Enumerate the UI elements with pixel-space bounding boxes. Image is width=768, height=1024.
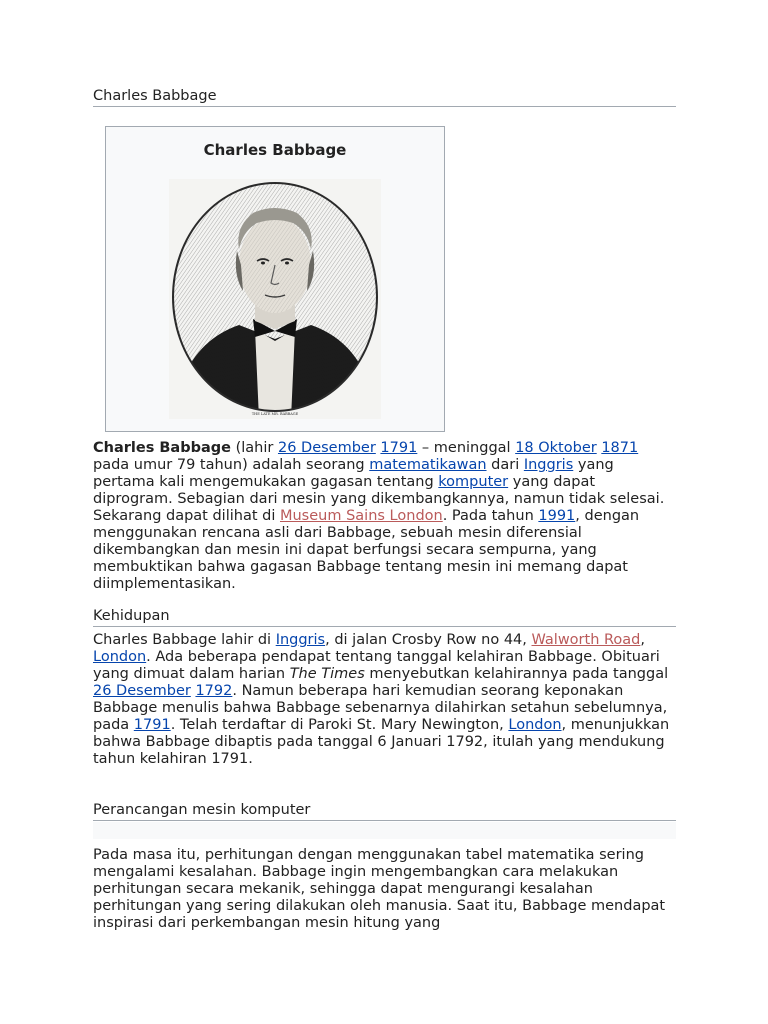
link-birth-year[interactable]: 1791 xyxy=(380,440,418,456)
link-walworth-road[interactable]: Walworth Road xyxy=(531,632,641,648)
link-birth-date[interactable]: 26 Desember xyxy=(277,440,376,456)
text: dari xyxy=(486,457,524,473)
text: , menunjukkan bahwa Babbage dibaptis pada tanggal 6 Januari 1792, itulah yang mendukung tahun kelahiran 1791. xyxy=(93,717,670,767)
link-profession[interactable]: matematikawan xyxy=(369,457,487,473)
infobox xyxy=(105,126,445,432)
text: yang dapat diprogram. Sebagian dari mesin yang dikembangkannya, namun tidak selesai. Sekarang dapat dilihat di xyxy=(93,474,665,524)
link-death-date[interactable]: 18 Oktober xyxy=(515,440,597,456)
link-country[interactable]: Inggris xyxy=(523,457,574,473)
link-computer[interactable]: komputer xyxy=(438,474,509,490)
link-museum[interactable]: Museum Sains London xyxy=(279,508,443,524)
link-london[interactable]: London xyxy=(93,649,147,665)
perancangan-paragraph: Pada masa itu, perhitungan dengan menggunakan tabel matematika sering mengalami kesalahan. Babbage ingin mengembangkan cara melakukan perhitungan secara mekanik, sehingga dapat mengurangi kesalahan perhitungan yang sering dilakukan oleh manusia. Saat itu, Babbage mendapat inspirasi dari perkembangan mesin hitung yang xyxy=(93,847,666,931)
text: pada umur 79 tahun) adalah seorang xyxy=(93,457,370,473)
newspaper-name: The Times xyxy=(289,666,365,682)
link-year-1792[interactable]: 1792 xyxy=(195,683,233,699)
text: , di jalan Crosby Row no 44, xyxy=(325,632,532,648)
intro-paragraph xyxy=(93,440,676,593)
link-london[interactable]: London xyxy=(508,717,562,733)
text: yang pertama kali mengemukakan gagasan tentang xyxy=(93,457,614,490)
text: . Ada beberapa pendapat tentang tanggal kelahiran Babbage. Obituari yang dimuat dalam harian xyxy=(93,649,660,682)
text: – meninggal xyxy=(417,440,516,456)
page-title: Charles Babbage xyxy=(93,87,676,107)
text: Charles Babbage lahir di xyxy=(93,632,276,648)
section-heading-kehidupan: Kehidupan xyxy=(93,607,676,627)
empty-box xyxy=(93,822,676,839)
text: . Namun beberapa hari kemudian seorang keponakan Babbage menulis bahwa Babbage sebenarnya dilahirkan setahun sebelumnya, pada xyxy=(93,683,668,733)
kehidupan-paragraph xyxy=(93,632,676,768)
text: , xyxy=(640,632,645,648)
subject-name: Charles Babbage xyxy=(93,440,231,456)
link-country[interactable]: Inggris xyxy=(275,632,326,648)
section-heading-perancangan: Perancangan mesin komputer xyxy=(93,801,676,821)
link-year-1991[interactable]: 1991 xyxy=(538,508,576,524)
text: , dengan menggunakan rencana asli dari Babbage, sebuah mesin diferensial dikembangkan dan mesin ini dapat berfungsi secara sempurna, yang membuktikan bahwa gagasan Babbage tentang mesin ini memang dapat diimplementasikan. xyxy=(93,508,640,592)
portrait-caption: THE LATE MR. BABBAGE xyxy=(251,412,299,416)
link-date[interactable]: 26 Desember xyxy=(93,683,191,699)
infobox-title: Charles Babbage xyxy=(203,141,347,159)
text: (lahir xyxy=(230,440,278,456)
link-year-1791[interactable]: 1791 xyxy=(133,717,171,733)
link-death-year[interactable]: 1871 xyxy=(601,440,639,456)
portrait-engraving-icon xyxy=(169,179,381,419)
text: menyebutkan kelahirannya pada tanggal xyxy=(364,666,669,682)
text: . Telah terdaftar di Paroki St. Mary Newington, xyxy=(170,717,509,733)
portrait-image xyxy=(169,179,381,419)
text: . Pada tahun xyxy=(442,508,539,524)
